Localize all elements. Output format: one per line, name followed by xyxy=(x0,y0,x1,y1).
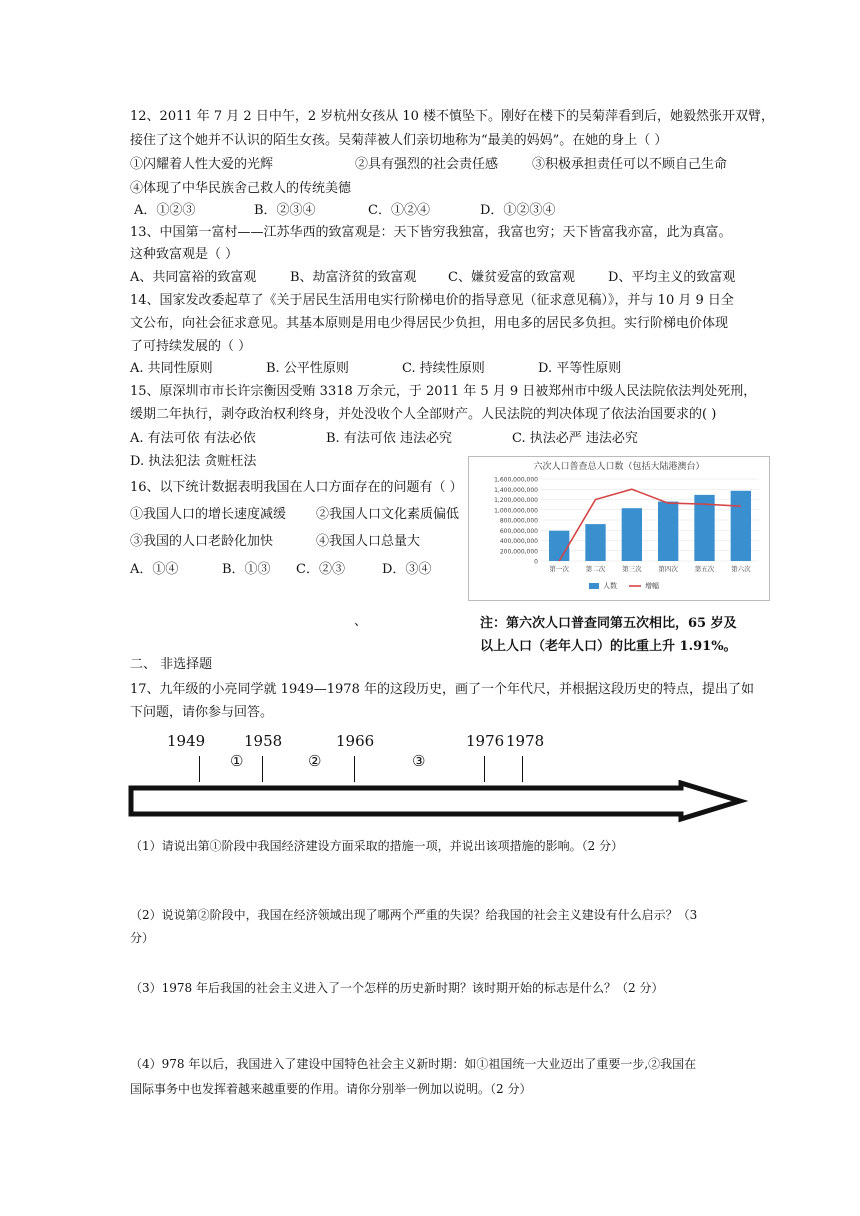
chart-ytick-label: 0 xyxy=(534,558,538,566)
q12-line2: 接住了这个她并不认识的陌生女孩。吴菊萍被人们亲切地称为“最美的妈妈”。在她的身上（ ） xyxy=(130,133,668,148)
chart-bar xyxy=(549,531,569,561)
q17-part4-line1: （4）978 年以后，我国进入了建设中国特色社会主义新时期：如①祖国统一大业迈出了重要一步,②我国在 xyxy=(130,1057,697,1071)
chart-ytick-label: 1,400,000,000 xyxy=(494,486,538,494)
chart-note-line2: 以上人口（老年人口）的比重上升 1.91%。 xyxy=(480,639,737,654)
chart-canvas xyxy=(469,457,769,600)
q15-option-b[interactable]: B. 有法可依 违法必究 xyxy=(326,431,452,446)
population-census-chart xyxy=(468,456,770,601)
q16-option-d[interactable]: D．③④ xyxy=(382,562,432,577)
timeline-tick xyxy=(354,756,355,782)
timeline-stage-2: ② xyxy=(308,752,322,770)
chart-xtick-label: 第四次 xyxy=(658,565,678,573)
q12-statement-3: ③积极承担责任可以不顾自己生命 xyxy=(532,157,728,172)
q12-option-b[interactable]: B．②③④ xyxy=(254,203,316,218)
chart-xtick-label: 第二次 xyxy=(585,565,606,573)
q12-line1: 12、2011 年 7 月 2 日中午，2 岁杭州女孩从 10 楼不慎坠下。刚好在楼下的吴菊萍看到后，她毅然张开双臂， xyxy=(130,109,775,124)
q12-statements-a xyxy=(130,157,728,173)
chart-ytick-label: 1,200,000,000 xyxy=(494,497,538,504)
q17-part2-line1: （2）说说第②阶段中，我国在经济领域出现了哪两个严重的失误？给我国的社会主义建设有什么启示？（3 xyxy=(130,908,698,922)
q17-line1: 17、九年级的小亮同学就 1949—1978 年的这段历史，画了一个年代尺，并根据这段历史的特点，提出了如 xyxy=(130,682,754,697)
timeline-year-1978: 1978 xyxy=(506,732,545,750)
chart-bar xyxy=(585,524,605,561)
q16-option-a[interactable]: A．①④ xyxy=(130,562,179,577)
q16-statement-3: ③我国的人口老龄化加快 xyxy=(130,534,274,549)
chart-xtick-label: 第三次 xyxy=(622,565,642,573)
chart-ytick-label: 400,000,000 xyxy=(499,538,538,545)
chart-ytick-label: 600,000,000 xyxy=(499,527,538,535)
chart-bar xyxy=(658,502,678,561)
q13-option-a[interactable]: A、共同富裕的致富观 xyxy=(130,270,257,285)
q17-line2: 下问题，请你参与回答。 xyxy=(130,705,274,720)
q14-option-c[interactable]: C. 持续性原则 xyxy=(402,361,485,376)
chart-bar xyxy=(731,491,751,561)
q17-part3: （3）1978 年后我国的社会主义进入了一个怎样的历史新时期？该时期开始的标志是什么？（2 分） xyxy=(130,981,664,995)
q13-option-b[interactable]: B、劫富济贫的致富观 xyxy=(290,270,417,285)
timeline-stage-3: ③ xyxy=(412,752,426,770)
q14-option-d[interactable]: D. 平等性原则 xyxy=(538,361,622,376)
q17-part1: （1）请说出第①阶段中我国经济建设方面采取的措施一项，并说出该项措施的影响。（2 分） xyxy=(130,839,624,853)
q16-line1: 16、以下统计数据表明我国在人口方面存在的问题有（ ） xyxy=(130,480,463,495)
chart-ytick-label: 1,000,000,000 xyxy=(494,507,538,515)
chart-legend-swatch xyxy=(589,583,599,589)
chart-xtick-label: 第五次 xyxy=(694,565,715,573)
q15-option-c[interactable]: C. 执法必严 违法必究 xyxy=(512,431,638,446)
q12-option-d[interactable]: D．①②③④ xyxy=(480,203,556,218)
timeline-tick xyxy=(522,756,523,782)
chart-bar xyxy=(622,508,642,561)
q17-part2-line2: 分） xyxy=(130,931,155,945)
chart-note-line1: 注：第六次人口普查同第五次相比，65 岁及 xyxy=(480,616,737,631)
section-heading: 二、 非选择题 xyxy=(130,657,213,672)
q13-line1: 13、中国第一富村——江苏华西的致富观是：天下皆穷我独富，我富也穷；天下皆富我亦富，此为真富。 xyxy=(130,225,732,240)
q16-statement-4: ④我国人口总量大 xyxy=(316,534,421,549)
chart-xtick-label: 第六次 xyxy=(731,565,751,573)
q15-line2: 缓期二年执行，剥夺政治权利终身，并处没收个人全部财产。人民法院的判决体现了依法治国要求的( ) xyxy=(130,407,717,422)
timeline-year-1976: 1976 xyxy=(466,732,505,750)
q15-line1: 15、原深圳市市长许宗衡因受贿 3318 万余元，于 2011 年 5 月 9 日被郑州市中级人民法院依法判处死刑， xyxy=(130,384,757,399)
q12-option-a[interactable]: A．①②③ xyxy=(134,203,196,218)
chart-title: 六次人口普查总人口数（包括大陆港澳台） xyxy=(533,462,705,472)
q14-line3: 了可持续发展的（ ） xyxy=(130,339,252,354)
q12-option-c[interactable]: C．①②④ xyxy=(368,203,430,218)
q14-option-a[interactable]: A. 共同性原则 xyxy=(130,361,213,376)
q16-statement-1: ①我国人口的增长速度减缓 xyxy=(130,507,287,522)
q15-option-a[interactable]: A. 有法可依 有法必依 xyxy=(130,431,256,446)
q12-statement-4: ④体现了中华民族舍己救人的传统美德 xyxy=(130,181,352,196)
q16-statements-b xyxy=(130,534,421,550)
timeline-year-1958: 1958 xyxy=(244,732,283,750)
q17-part4-line2: 国际事务中也发挥着越来越重要的作用。请你分别举一例加以说明。（2 分） xyxy=(130,1082,532,1096)
chart-ytick-label: 1,600,000,000 xyxy=(494,476,538,484)
q16-option-c[interactable]: C．②③ xyxy=(296,562,345,577)
q13-option-d[interactable]: D、平均主义的致富观 xyxy=(608,270,736,285)
timeline-tick xyxy=(262,756,263,782)
q12-statement-2: ②具有强烈的社会责任感 xyxy=(355,157,499,172)
stray-mark: 、 xyxy=(354,614,368,629)
timeline-stage-1: ① xyxy=(230,752,244,770)
q12-statement-1: ①闪耀着人性大爱的光辉 xyxy=(130,157,274,172)
timeline-year-1949: 1949 xyxy=(167,732,206,750)
q16-statement-2: ②我国人口文化素质偏低 xyxy=(316,507,460,522)
q14-line2: 文公布，向社会征求意见。其基本原则是用电少得居民少负担，用电多的居民多负担。实行阶梯电价体现 xyxy=(130,316,729,331)
q13-option-c[interactable]: C、嫌贫爱富的致富观 xyxy=(448,270,575,285)
timeline-year-1966: 1966 xyxy=(336,732,375,750)
timeline-arrow xyxy=(128,780,748,824)
timeline-tick xyxy=(199,756,200,782)
q14-option-b[interactable]: B. 公平性原则 xyxy=(266,361,349,376)
chart-xtick-label: 第一次 xyxy=(549,565,569,573)
q14-line1: 14、国家发改委起草了《关于居民生活用电实行阶梯电价的指导意见（征求意见稿）》，并与 10 月 9 日全 xyxy=(130,293,734,308)
q13-line2: 这种致富观是（ ） xyxy=(130,247,239,262)
chart-legend-label: 增幅 xyxy=(645,582,659,590)
chart-ytick-label: 800,000,000 xyxy=(499,517,538,525)
q15-option-d[interactable]: D. 执法犯法 贪赃枉法 xyxy=(130,454,257,469)
chart-ytick-label: 200,000,000 xyxy=(499,548,538,556)
q16-statements-a xyxy=(130,507,460,523)
chart-legend-label: 人数 xyxy=(603,582,617,590)
timeline-tick xyxy=(484,756,485,782)
q16-option-b[interactable]: B．①③ xyxy=(222,562,271,577)
